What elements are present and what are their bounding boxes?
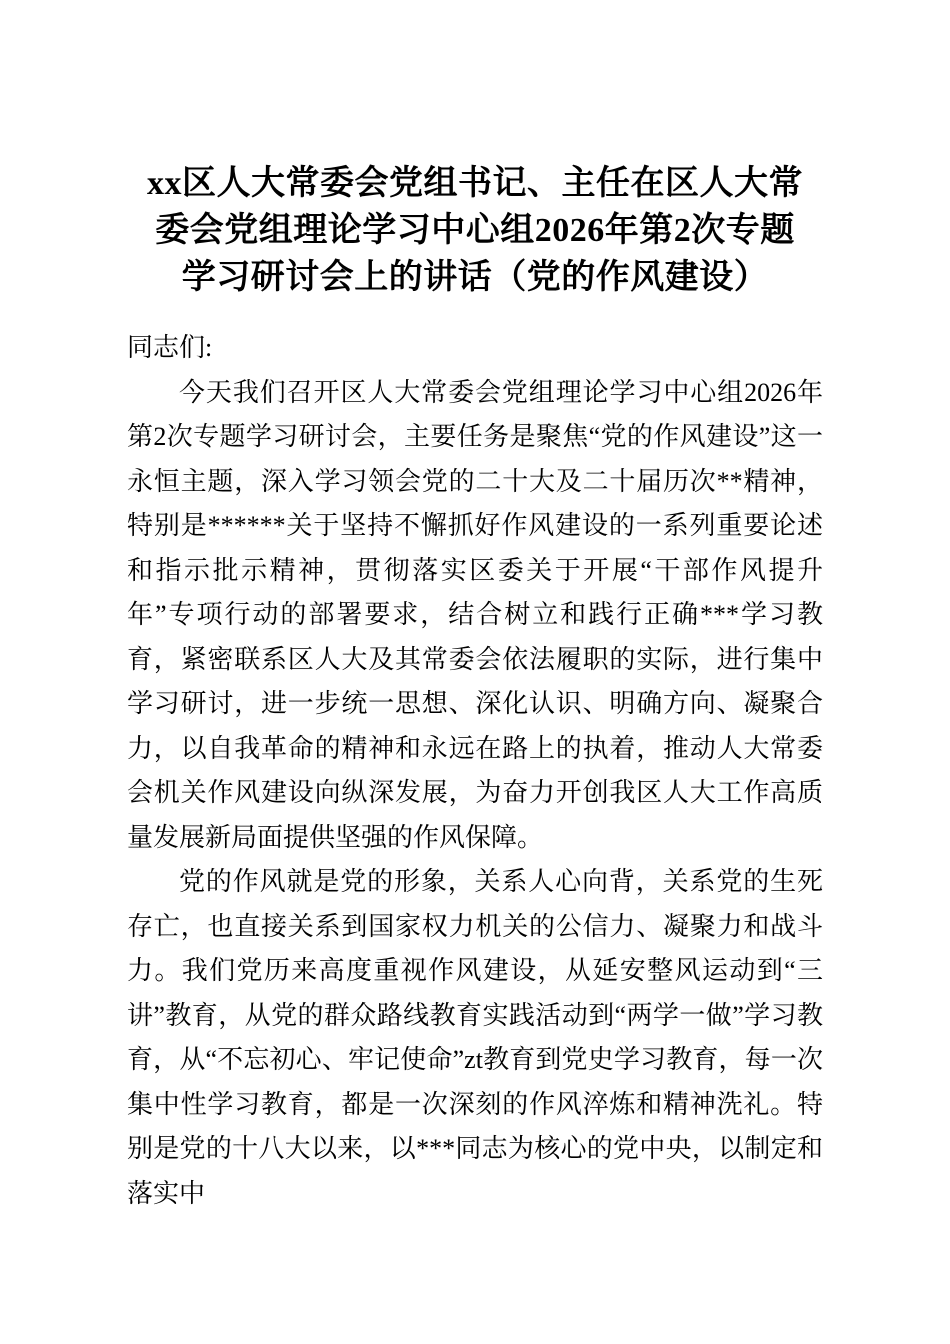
title-line-1: xx区人大常委会党组书记、主任在区人大常 bbox=[147, 165, 803, 202]
paragraph-2: 党的作风就是党的形象，关系人心向背，关系党的生死存亡，也直接关系到国家权力机关的公信力、凝聚力和战斗力。我们党历来高度重视作风建设，从延安整风运动到“三讲”教育，从党的群众路线教育实践活动到“两学一做”学习教育，从“不忘初心、牢记使命”zt教育到党史学习教育，每一次集中性学习教育，都是一次深刻的作风淬炼和精神洗礼。特别是党的十八大以来，以***同志为核心的党中央，以制定和落实中 bbox=[127, 867, 823, 1208]
salutation: 同志们: bbox=[127, 333, 213, 362]
document-title bbox=[127, 160, 823, 301]
title-line-2: 委会党组理论学习中心组2026年第2次专题 bbox=[155, 212, 795, 249]
title-line-3: 学习研讨会上的讲话（党的作风建设） bbox=[181, 259, 769, 296]
paragraph-1: 今天我们召开区人大常委会党组理论学习中心组2026年第2次专题学习研讨会，主要任务是聚焦“党的作风建设”这一永恒主题，深入学习领会党的二十大及二十届历次**精神，特别是******关于坚持不懈抓好作风建设的一系列重要论述和指示批示精神，贯彻落实区委关于开展“干部作风提升年”专项行动的部署要求，结合树立和践行正确***学习教育，紧密联系区人大及其常委会依法履职的实际，进行集中学习研讨，进一步统一思想、深化认识、明确方向、凝聚合力，以自我革命的精神和永远在路上的执着，推动人大常委会机关作风建设向纵深发展，为奋力开创我区人大工作高质量发展新局面提供坚强的作风保障。 bbox=[127, 377, 823, 852]
document-body bbox=[127, 326, 823, 1216]
